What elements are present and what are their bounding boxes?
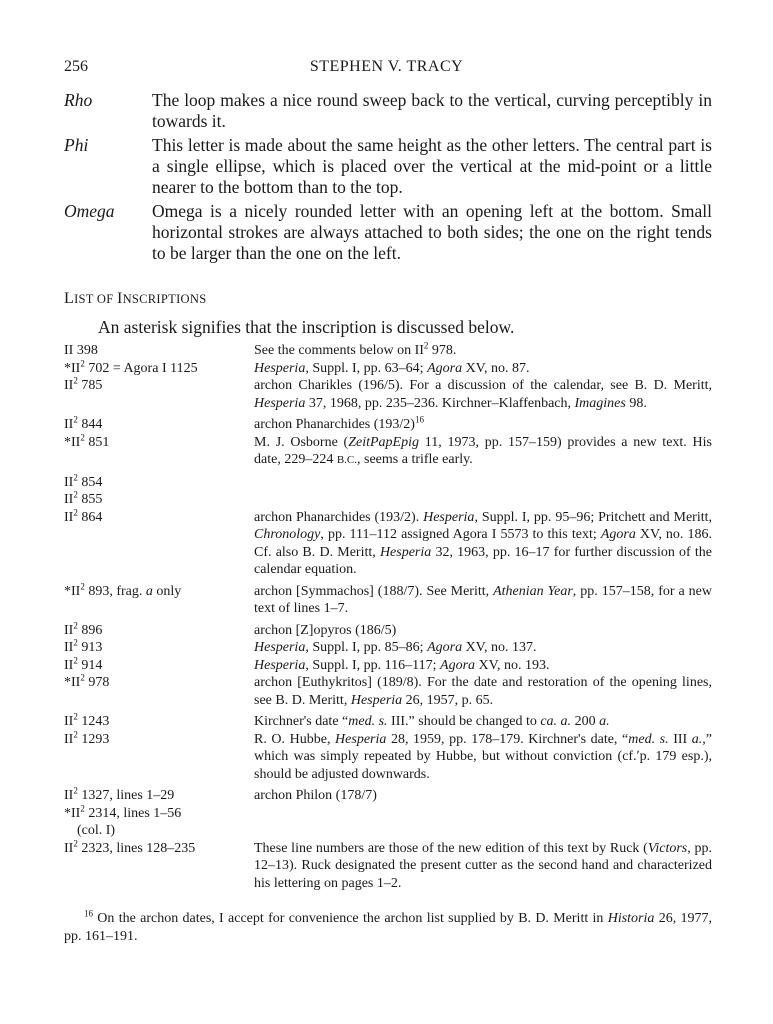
inscription-citation: $II^2$ 2323, lines 128–235	[64, 837, 196, 856]
inscription-citation: $II^2$ 855	[64, 489, 103, 507]
list-item	[64, 580, 712, 618]
letter-description: Omega is a nicely rounded letter with an opening left at the bottom. Small horizontal strokes are always attached to both sides; the one on the right tends to be larger than the one on the left.	[152, 201, 712, 263]
inscription-citation: $II^2$ 896	[64, 619, 103, 638]
letter-description: The loop makes a nice round sweep back to the vertical, curving perceptibly in towards it.	[152, 90, 712, 131]
inscription-citation: $*II^2$ 2314, lines 1–56 (col. I)	[64, 802, 182, 838]
footnote-number: 16	[84, 908, 93, 919]
list-item	[64, 416, 712, 434]
list-item	[64, 787, 712, 805]
inscription-comment: Hesperia, Suppl. I, pp. 63–64; Agora XV, no. 87.	[254, 360, 530, 376]
list-item	[64, 802, 712, 840]
inscription-list	[64, 342, 712, 892]
letter-name: Omega	[64, 201, 115, 221]
inscription-comment: archon Phanarchides (193/2). Hesperia, Suppl. I, pp. 95–96; Pritchett and Meritt, Chronology, pp. 111–112 assigned Agora I 5573 to this text; Agora XV, no. 186. Cf. also B. D. Meritt, Hesperia 32, 1963, pp. 16–17 for further discussion of the calendar equation.	[254, 509, 712, 577]
list-item	[64, 713, 712, 731]
inscription-citation: $*II^2$ 893, frag. a only	[64, 580, 182, 599]
inscription-comment: archon [Symmachos] (188/7). See Meritt, Athenian Year, pp. 157–158, for a new text of lines 1–7.	[254, 583, 712, 616]
letter-name: Phi	[64, 135, 89, 155]
page-number: 256	[64, 58, 88, 75]
inscription-comment: archon [Z]opyros (186/5)	[254, 622, 397, 638]
running-title: STEPHEN V. TRACY	[309, 58, 464, 75]
letter-name: Rho	[64, 90, 93, 110]
inscription-comment: See the comments below on $II^2$ 978.	[254, 340, 457, 358]
list-item	[64, 728, 712, 784]
letter-descriptions	[64, 90, 712, 267]
inscription-comment: archon Phanarchides $(193/2)^{16}$	[254, 414, 424, 432]
inscription-citation: $*II^2$ 978	[64, 672, 110, 690]
inscription-citation: $II^2$ 1293	[64, 728, 110, 747]
inscription-citation: $II^2$ 1327, lines 1–29	[64, 785, 175, 803]
list-item	[64, 506, 712, 579]
section-heading: LIST OF INSCRIPTIONS	[64, 290, 207, 307]
list-item	[64, 674, 712, 709]
list-item	[64, 342, 712, 360]
inscription-citation: $II^2$ 1243	[64, 711, 110, 729]
inscription-citation: $II^2$ 785	[64, 375, 103, 393]
letter-row-phi	[64, 135, 712, 198]
list-item	[64, 431, 712, 470]
list-item	[64, 357, 712, 378]
list-item	[64, 639, 712, 657]
list-item	[64, 471, 712, 492]
inscription-comment: archon Philon (178/7)	[254, 788, 377, 803]
inscription-comment: Hesperia, Suppl. I, pp. 85–86; Agora XV, no. 137.	[254, 640, 537, 655]
letter-row-omega	[64, 201, 712, 264]
inscription-comment: archon Charikles (196/5). For a discussion of the calendar, see B. D. Meritt, Hesperia 37, 1968, pp. 235–236. Kirchner–Klaffenbach, Imagines 98.	[254, 378, 712, 411]
footnote: $^{16}$ On the archon dates, I accept for convenience the archon list supplied by B. D. Meritt in Historia 26, 1977, pp. 161–191.	[64, 908, 713, 944]
inscription-citation: $*II^2$ 702 = Agora I 1125	[64, 357, 198, 376]
list-item	[64, 377, 712, 412]
inscription-citation: II 398	[64, 343, 98, 358]
list-intro: An asterisk signifies that the inscription is discussed below.	[98, 317, 515, 337]
inscription-citation: $II^2$ 844	[64, 414, 103, 432]
inscription-comment: R. O. Hubbe, Hesperia 28, 1959, pp. 178–179. Kirchner's date, “med. s. III a.,” which was simply repeated by Hubbe, but without conviction (cf.ʹp. 179 esp.), should be adjusted downwards.	[254, 731, 712, 782]
inscription-citation: $II^2$ 864	[64, 506, 103, 525]
inscription-citation: $II^2$ 914	[64, 654, 103, 673]
inscription-comment: Hesperia, Suppl. I, pp. 116–117; Agora XV, no. 193.	[254, 657, 550, 673]
letter-description: This letter is made about the same height as the other letters. The central part is a single ellipse, which is placed over the vertical at the mid-point or a little nearer to the bottom than to the top.	[152, 135, 712, 197]
footnote-ref: 16	[414, 414, 424, 425]
inscription-comment: archon [Euthykritos] (189/8). For the date and restoration of the opening lines, see B. D. Meritt, Hesperia 26, 1957, p. 65.	[254, 675, 712, 708]
inscription-comment: Kirchner's date “med. s. III.” should be changed to ca. a. 200 a.	[254, 714, 610, 729]
inscription-comment: M. J. Osborne (ZeitPapEpig 11, 1973, pp. 157–159) provides a new text. His date, 229–224 B.C., seems a trifle early.	[254, 434, 712, 467]
list-item	[64, 619, 712, 640]
letter-row-rho	[64, 90, 712, 132]
list-item	[64, 654, 712, 675]
inscription-citation: $II^2$ 913	[64, 637, 103, 655]
list-item	[64, 491, 712, 509]
list-item	[64, 837, 712, 893]
inscription-comment: These line numbers are those of the new edition of this text by Ruck (Victors, pp. 12–13). Ruck designated the present cutter as the second hand and characterized his lettering on pages 1–2.	[254, 840, 712, 891]
inscription-citation: $*II^2$ 851	[64, 431, 110, 450]
inscription-citation: $II^2$ 854	[64, 471, 103, 490]
